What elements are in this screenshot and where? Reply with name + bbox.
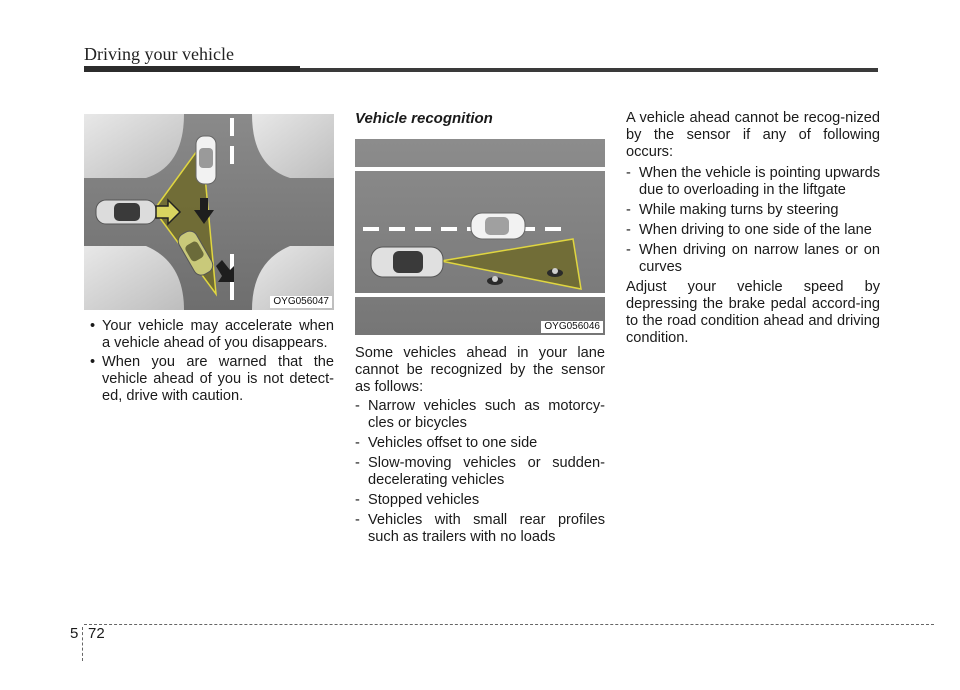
list-item: - When the vehicle is pointing upwards due to overloading in the liftgate bbox=[626, 165, 880, 199]
list-item: - Stopped vehicles bbox=[355, 492, 605, 509]
left-bullet-list bbox=[84, 318, 334, 405]
section-heading: Vehicle recognition bbox=[355, 110, 493, 127]
header-rule bbox=[84, 68, 878, 72]
list-item: - Slow-moving vehicles or sudden-decelerating vehicles bbox=[355, 455, 605, 489]
page-number: 72 bbox=[88, 625, 105, 642]
figure-code: OYG056046 bbox=[541, 321, 603, 333]
chapter-number: 5 bbox=[70, 625, 79, 642]
middle-column bbox=[355, 110, 605, 549]
intersection-illustration bbox=[84, 114, 334, 310]
list-item: - While making turns by steering bbox=[626, 202, 880, 219]
figure-code: OYG056047 bbox=[270, 296, 332, 308]
list-item: - When driving on narrow lanes or on curves bbox=[626, 242, 880, 276]
paragraph: Some vehicles ahead in your lane cannot be recognized by the sensor as follows: bbox=[355, 345, 605, 395]
right-dash-list bbox=[626, 165, 880, 276]
middle-dash-list bbox=[355, 398, 605, 546]
running-header: Driving your vehicle bbox=[84, 44, 234, 64]
list-item: - Narrow vehicles such as motorcy-cles or bicycles bbox=[355, 398, 605, 432]
footer-divider bbox=[82, 627, 83, 661]
list-item: - Vehicles offset to one side bbox=[355, 435, 605, 452]
list-item: • When you are warned that the vehicle ahead of you is not detect-ed, drive with caution. bbox=[84, 354, 334, 405]
lane-illustration bbox=[355, 139, 605, 335]
paragraph: Adjust your vehicle speed by depressing the brake pedal accord-ing to the road condition ahead and driving condition. bbox=[626, 279, 880, 346]
footer-rule bbox=[84, 624, 934, 625]
left-column bbox=[84, 114, 334, 407]
right-column bbox=[626, 110, 880, 347]
paragraph: A vehicle ahead cannot be recog-nized by the sensor if any of following occurs: bbox=[626, 110, 880, 160]
list-item: • Your vehicle may accelerate when a vehicle ahead of you disappears. bbox=[84, 318, 334, 352]
list-item: - Vehicles with small rear profiles such as trailers with no loads bbox=[355, 512, 605, 546]
list-item: - When driving to one side of the lane bbox=[626, 222, 880, 239]
